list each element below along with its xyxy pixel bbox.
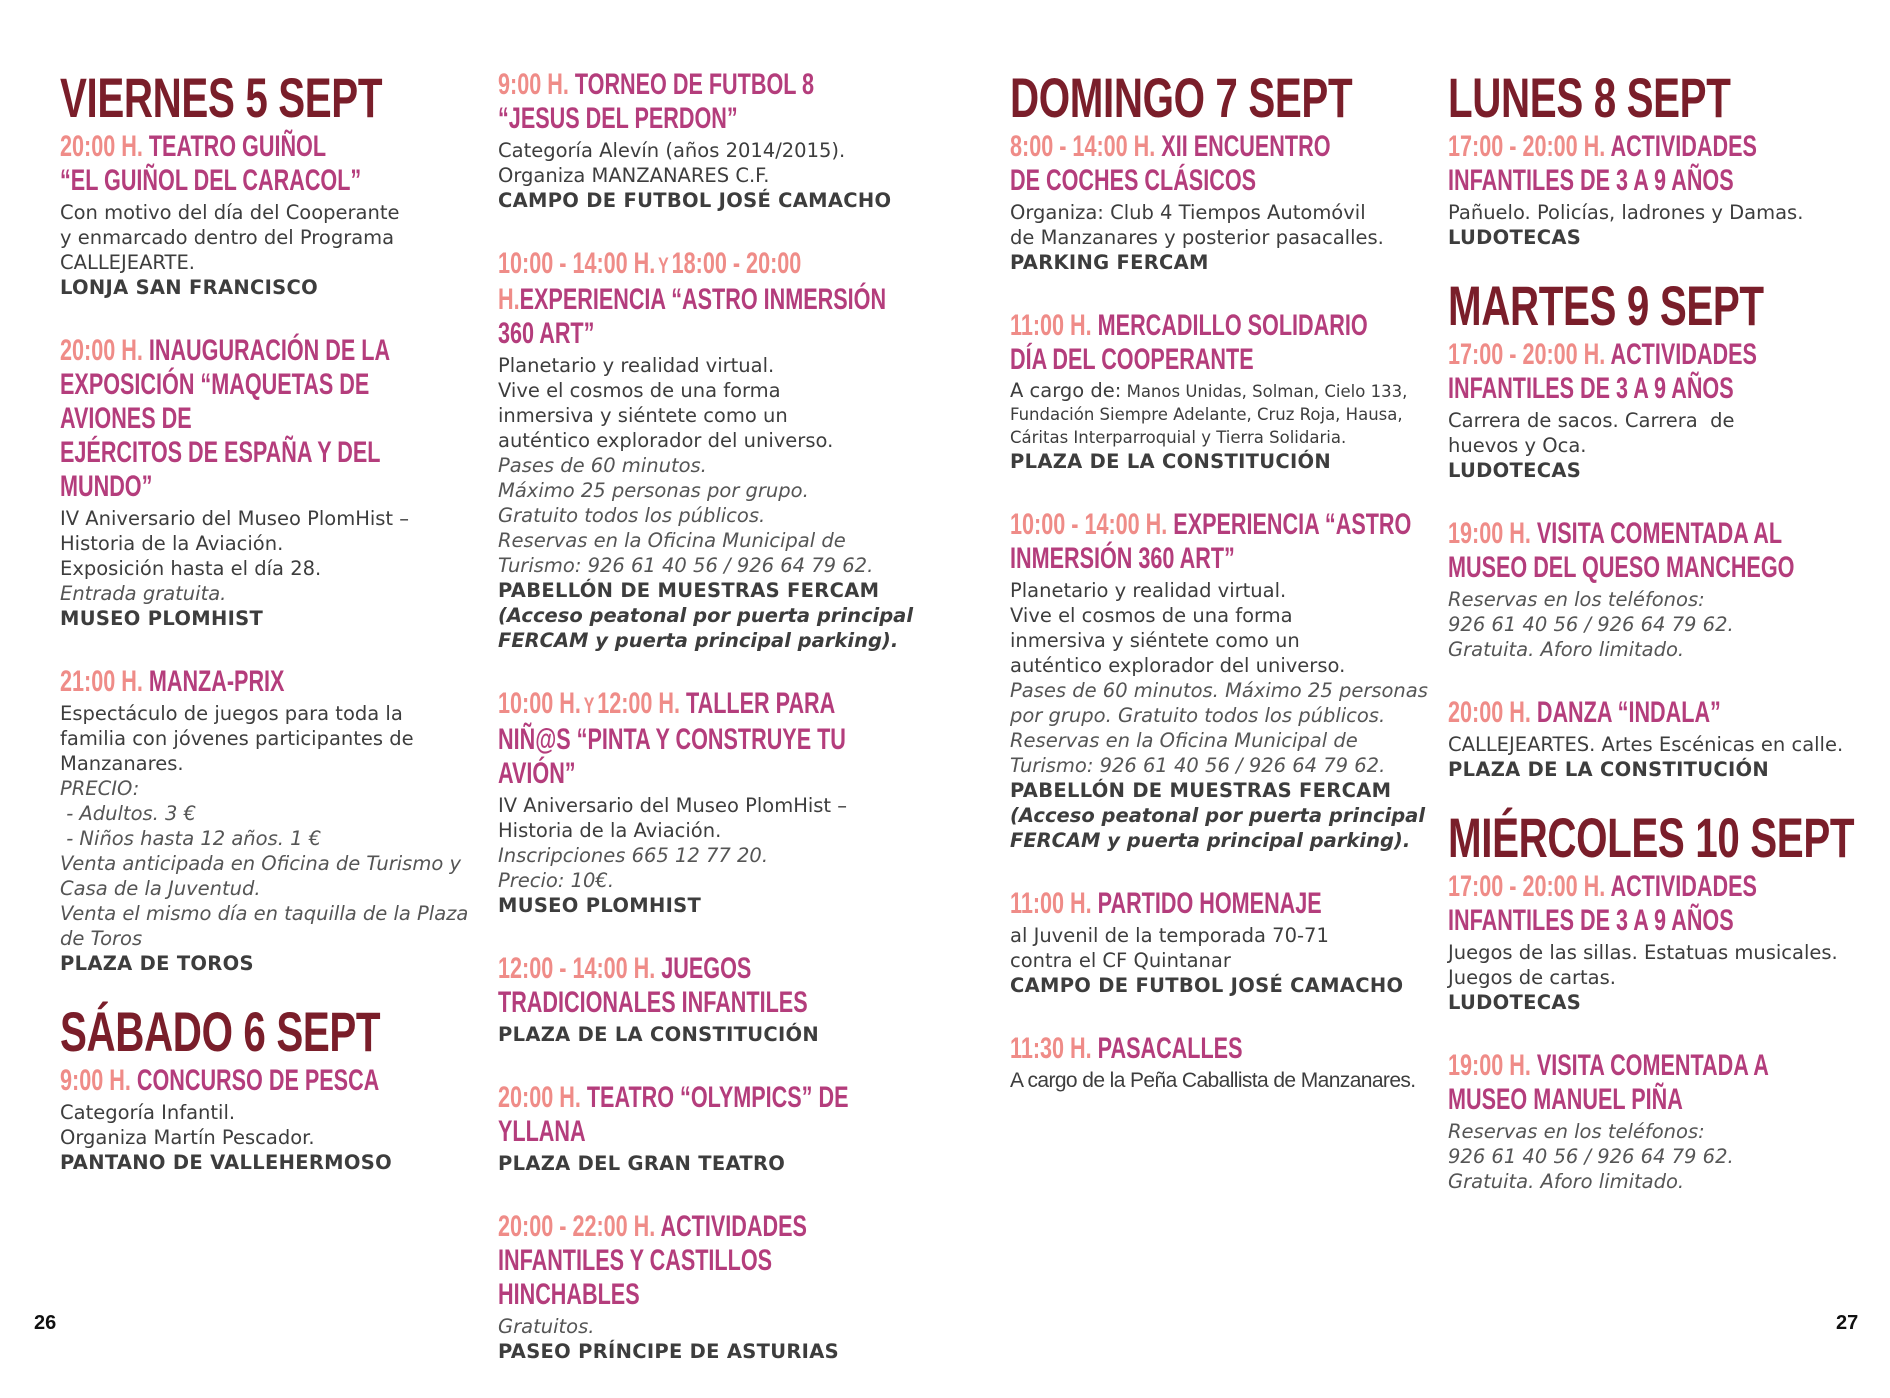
event-time: 21:00 H. <box>60 665 143 698</box>
column-2 <box>498 68 918 1398</box>
day-heading: LUNES 8 SEPT <box>1448 66 1731 129</box>
event-title-text: “EL GUIÑOL DEL CARACOL” <box>60 164 362 197</box>
event-title-text: MUSEO MANUEL PIÑA <box>1448 1083 1683 1116</box>
event-item <box>1010 1032 1430 1093</box>
event-note: Turismo: 926 61 40 56 / 926 64 79 62. <box>1010 754 1386 777</box>
day-heading: MIÉRCOLES 10 SEPT <box>1448 806 1855 869</box>
event-title-text: DANZA “INDALA” <box>1530 696 1721 729</box>
event-title <box>1448 338 1865 406</box>
event-title-text: JUEGOS <box>655 952 752 985</box>
event-time-second: 12:00 H. <box>597 687 681 720</box>
event-title-text: DE COCHES CLÁSICOS <box>1010 164 1257 197</box>
event-description: Organiza: Club 4 Tiempos Automóvil <box>1010 201 1366 224</box>
event-item <box>60 130 460 300</box>
event-note: Máximo 25 personas por grupo. <box>498 479 809 502</box>
event-time-joiner: Y <box>658 253 669 278</box>
event-time: 11:30 H. <box>1010 1032 1092 1065</box>
event-description: Manzanares. <box>60 752 184 775</box>
event-location: LUDOTECAS <box>1448 459 1582 482</box>
event-description: Vive el cosmos de una forma <box>498 379 781 402</box>
event-title <box>498 687 915 791</box>
event-note: Precio: 10€. <box>498 869 615 892</box>
event-location: LONJA SAN FRANCISCO <box>60 276 318 299</box>
event-title-text: PARTIDO HOMENAJE <box>1091 887 1322 920</box>
event-description: CALLEJEARTE. <box>60 251 195 274</box>
event-description: huevos y Oca. <box>1448 434 1587 457</box>
event-note: Casa de la Juventud. <box>60 877 261 900</box>
event-description: Exposición hasta el día 28. <box>60 557 322 580</box>
column-1 <box>60 66 469 1209</box>
event-description: Organiza MANZANARES C.F. <box>498 164 770 187</box>
event-description: y enmarcado dentro del Programa <box>60 226 395 249</box>
event-title <box>1010 887 1427 921</box>
event-title-text: INAUGURACIÓN DE LA <box>142 334 391 367</box>
event-title-text: INFANTILES DE 3 A 9 AÑOS <box>1448 372 1734 405</box>
event-note: Reservas en los teléfonos: <box>1448 588 1705 611</box>
event-title-text: PASACALLES <box>1091 1032 1243 1065</box>
event-title <box>1010 309 1427 377</box>
event-location: CAMPO DE FUTBOL JOSÉ CAMACHO <box>498 189 892 212</box>
day-heading: MARTES 9 SEPT <box>1448 274 1764 337</box>
event-item <box>498 1210 918 1364</box>
event-note: - Adultos. 3 € <box>60 802 197 825</box>
event-title <box>1448 870 1865 938</box>
event-note: 926 61 40 56 / 926 64 79 62. <box>1448 1145 1734 1168</box>
event-item <box>1448 130 1868 250</box>
event-description: IV Aniversario del Museo PlomHist – <box>498 794 848 817</box>
event-title <box>1448 130 1865 198</box>
event-title-text: INFANTILES Y CASTILLOS HINCHABLES <box>498 1244 773 1311</box>
event-description: Pañuelo. Policías, ladrones y Damas. <box>1448 201 1804 224</box>
event-title <box>1448 1049 1865 1117</box>
event-title-text: ACTIVIDADES <box>1605 338 1757 371</box>
event-time-second: 18:00 - 20:00 H. <box>498 247 802 316</box>
event-description: Categoría Infantil. <box>60 1101 236 1124</box>
column-4 <box>1448 68 1868 1228</box>
event-title-text: EXPERIENCIA “ASTRO <box>1167 508 1412 541</box>
event-location-note: (Acceso peatonal por puerta principal <box>498 604 914 627</box>
event-note: Reservas en los teléfonos: <box>1448 1120 1705 1143</box>
event-time: 20:00 H. <box>498 1081 581 1114</box>
event-title <box>1010 130 1427 198</box>
event-title-text: ACTIVIDADES <box>1605 870 1757 903</box>
event-item <box>498 1081 918 1176</box>
event-description <box>1010 379 1430 403</box>
event-title <box>498 68 915 136</box>
event-note: Turismo: 926 61 40 56 / 926 64 79 62. <box>498 554 874 577</box>
event-location-note: (Acceso peatonal por puerta principal <box>1010 804 1426 827</box>
event-description: inmersiva y siéntete como un <box>498 404 788 427</box>
event-description: Planetario y realidad virtual. <box>498 354 775 377</box>
event-note: Reservas en la Oficina Municipal de <box>1010 729 1358 752</box>
event-note: de Toros <box>60 927 143 950</box>
event-description: Carrera de sacos. Carrera de <box>1448 409 1735 432</box>
event-description: Con motivo del día del Cooperante <box>60 201 400 224</box>
event-title <box>498 247 915 351</box>
event-title-text: TRADICIONALES INFANTILES <box>498 986 808 1019</box>
event-item <box>1448 696 1868 782</box>
event-time: 20:00 H. <box>60 334 143 367</box>
event-title <box>498 952 915 1020</box>
event-note: Gratuita. Aforo limitado. <box>1448 1170 1685 1193</box>
event-item <box>1010 130 1430 275</box>
event-description: Vive el cosmos de una forma <box>1010 604 1293 627</box>
event-title-text: INFANTILES DE 3 A 9 AÑOS <box>1448 164 1734 197</box>
event-note: - Niños hasta 12 años. 1 € <box>60 827 322 850</box>
event-title-text: “JESUS DEL PERDON” <box>498 102 738 135</box>
event-title-text: DÍA DEL COOPERANTE <box>1010 343 1254 376</box>
event-title-text: TEATRO GUIÑOL <box>142 130 327 163</box>
event-description: Historia de la Aviación. <box>498 819 722 842</box>
event-title-text: ACTIVIDADES <box>655 1210 807 1243</box>
event-location: PABELLÓN DE MUESTRAS FERCAM <box>498 579 880 602</box>
event-description: Espectáculo de juegos para toda la <box>60 702 403 725</box>
event-title <box>60 334 457 504</box>
event-location: PASEO PRÍNCIPE DE ASTURIAS <box>498 1340 839 1363</box>
event-title-text: EXPOSICIÓN “MAQUETAS DE AVIONES DE <box>60 368 370 435</box>
day-heading: DOMINGO 7 SEPT <box>1010 66 1353 129</box>
event-location: PARKING FERCAM <box>1010 251 1209 274</box>
event-note: Venta anticipada en Oficina de Turismo y <box>60 852 461 875</box>
event-note: Pases de 60 minutos. <box>498 454 707 477</box>
event-description-rest: Manos Unidas, Solman, Cielo 133, <box>1121 382 1408 401</box>
event-title-text: TEATRO “OLYMPICS” DE YLLANA <box>498 1081 849 1148</box>
event-item <box>1448 517 1868 662</box>
event-location: MUSEO PLOMHIST <box>498 894 702 917</box>
event-time: 17:00 - 20:00 H. <box>1448 870 1606 903</box>
event-description: Categoría Alevín (años 2014/2015). <box>498 139 846 162</box>
event-location: PLAZA DE LA CONSTITUCIÓN <box>1448 758 1770 781</box>
event-title <box>1010 508 1427 576</box>
event-time-joiner: Y <box>583 693 595 718</box>
event-title-text: INFANTILES DE 3 A 9 AÑOS <box>1448 904 1734 937</box>
event-item <box>60 334 460 631</box>
event-title-text: ACTIVIDADES <box>1605 130 1757 163</box>
event-title-text: VISITA COMENTADA AL <box>1530 517 1783 550</box>
event-time: 17:00 - 20:00 H. <box>1448 130 1606 163</box>
event-time: 9:00 H. <box>498 68 569 101</box>
event-title <box>1448 696 1865 730</box>
event-note: Pases de 60 minutos. Máximo 25 personas <box>1010 679 1428 702</box>
event-note: Inscripciones 665 12 77 20. <box>498 844 769 867</box>
event-time: 12:00 - 14:00 H. <box>498 952 656 985</box>
event-description: Juegos de las sillas. Estatuas musicales. <box>1448 941 1838 964</box>
event-note: por grupo. Gratuito todos los públicos. <box>1010 704 1386 727</box>
event-title-text: VISITA COMENTADA A <box>1530 1049 1769 1082</box>
event-description: auténtico explorador del universo. <box>1010 654 1346 677</box>
event-note: Venta el mismo día en taquilla de la Plaza <box>60 902 469 925</box>
event-item <box>498 68 918 213</box>
event-item <box>60 665 469 976</box>
event-item <box>1010 309 1430 474</box>
event-time: 20:00 - 22:00 H. <box>498 1210 656 1243</box>
event-item <box>498 687 918 918</box>
event-title-text: EXPERIENCIA “ASTRO INMERSIÓN 360 ART” <box>498 283 887 350</box>
event-description: familia con jóvenes participantes de <box>60 727 414 750</box>
event-location: CAMPO DE FUTBOL JOSÉ CAMACHO <box>1010 974 1404 997</box>
event-title-text: INMERSIÓN 360 ART” <box>1010 542 1235 575</box>
event-location-note: FERCAM y puerta principal parking). <box>498 629 899 652</box>
event-description: Historia de la Aviación. <box>60 532 284 555</box>
event-title-text: MUSEO DEL QUESO MANCHEGO <box>1448 551 1795 584</box>
event-time: 19:00 H. <box>1448 1049 1531 1082</box>
event-note: PRECIO: <box>60 777 140 800</box>
event-description: Organiza Martín Pescador. <box>60 1126 315 1149</box>
event-title-text: EJÉRCITOS DE ESPAÑA Y DEL MUNDO” <box>60 436 381 503</box>
event-item <box>498 247 918 653</box>
event-note: Reservas en la Oficina Municipal de <box>498 529 846 552</box>
event-time: 19:00 H. <box>1448 517 1531 550</box>
event-note: Gratuita. Aforo limitado. <box>1448 638 1685 661</box>
event-description: A cargo de la Peña Caballista de Manzanares. <box>1010 1069 1416 1092</box>
event-description: CALLEJEARTES. Artes Escénicas en calle. <box>1448 733 1844 756</box>
event-time: 8:00 - 14:00 H. <box>1010 130 1156 163</box>
event-description: Fundación Siempre Adelante, Cruz Roja, Hausa, <box>1010 405 1403 424</box>
event-description: Juegos de cartas. <box>1448 966 1616 989</box>
event-location-note: FERCAM y puerta principal parking). <box>1010 829 1411 852</box>
event-title <box>498 1081 915 1149</box>
event-location: PABELLÓN DE MUESTRAS FERCAM <box>1010 779 1392 802</box>
event-item <box>1448 1049 1868 1194</box>
event-description-lead: A cargo de: <box>1010 379 1122 402</box>
event-location: PLAZA DE LA CONSTITUCIÓN <box>1010 450 1332 473</box>
page-number-left: 26 <box>34 1312 57 1334</box>
event-title-text: MANZA-PRIX <box>142 665 285 698</box>
event-item <box>1448 870 1868 1015</box>
event-description: Planetario y realidad virtual. <box>1010 579 1287 602</box>
event-time: 10:00 H. <box>498 687 581 720</box>
day-heading: VIERNES 5 SEPT <box>60 66 383 129</box>
column-3 <box>1010 68 1430 1127</box>
event-description: al Juvenil de la temporada 70-71 <box>1010 924 1329 947</box>
event-location: PLAZA DEL GRAN TEATRO <box>498 1152 786 1175</box>
event-item <box>498 952 918 1047</box>
event-location: PANTANO DE VALLEHERMOSO <box>60 1151 392 1174</box>
event-note: Entrada gratuita. <box>60 582 227 605</box>
event-description: IV Aniversario del Museo PlomHist – <box>60 507 410 530</box>
event-location: PLAZA DE TOROS <box>60 952 254 975</box>
event-description: de Manzanares y posterior pasacalles. <box>1010 226 1384 249</box>
event-item <box>1010 508 1430 853</box>
event-description: contra el CF Quintanar <box>1010 949 1231 972</box>
event-time: 10:00 - 14:00 H. <box>498 247 656 280</box>
event-title <box>498 1210 915 1312</box>
event-time: 9:00 H. <box>60 1064 131 1097</box>
event-description: inmersiva y siéntete como un <box>1010 629 1300 652</box>
day-heading: SÁBADO 6 SEPT <box>60 1000 381 1063</box>
event-time: 20:00 H. <box>1448 696 1531 729</box>
event-title-text: CONCURSO DE PESCA <box>130 1064 380 1097</box>
event-time: 11:00 H. <box>1010 309 1092 342</box>
event-title <box>60 1064 457 1098</box>
event-time: 10:00 - 14:00 H. <box>1010 508 1168 541</box>
page-number-right: 27 <box>1836 1312 1859 1334</box>
event-location: LUDOTECAS <box>1448 226 1582 249</box>
event-location: MUSEO PLOMHIST <box>60 607 264 630</box>
event-title-text: TORNEO DE FUTBOL 8 <box>568 68 815 101</box>
event-title <box>60 665 457 699</box>
event-title <box>1448 517 1865 585</box>
event-item <box>60 1064 460 1175</box>
event-item <box>1448 338 1868 483</box>
event-location: LUDOTECAS <box>1448 991 1582 1014</box>
event-time: 17:00 - 20:00 H. <box>1448 338 1606 371</box>
event-note: Gratuitos. <box>498 1315 595 1338</box>
event-title-text: NIÑ@S “PINTA Y CONSTRUYE TU AVIÓN” <box>498 723 846 790</box>
event-description: auténtico explorador del universo. <box>498 429 834 452</box>
event-title <box>1010 1032 1427 1066</box>
event-note: Gratuito todos los públicos. <box>498 504 766 527</box>
event-item <box>1010 887 1430 998</box>
event-time: 20:00 H. <box>60 130 143 163</box>
event-location: PLAZA DE LA CONSTITUCIÓN <box>498 1023 820 1046</box>
event-title-text: XII ENCUENTRO <box>1155 130 1331 163</box>
event-title-text: MERCADILLO SOLIDARIO <box>1091 309 1368 342</box>
event-title-text: TALLER PARA <box>680 687 836 720</box>
event-description: Cáritas Interparroquial y Tierra Solidaria. <box>1010 428 1347 447</box>
event-time: 11:00 H. <box>1010 887 1092 920</box>
event-title <box>60 130 457 198</box>
event-note: 926 61 40 56 / 926 64 79 62. <box>1448 613 1734 636</box>
